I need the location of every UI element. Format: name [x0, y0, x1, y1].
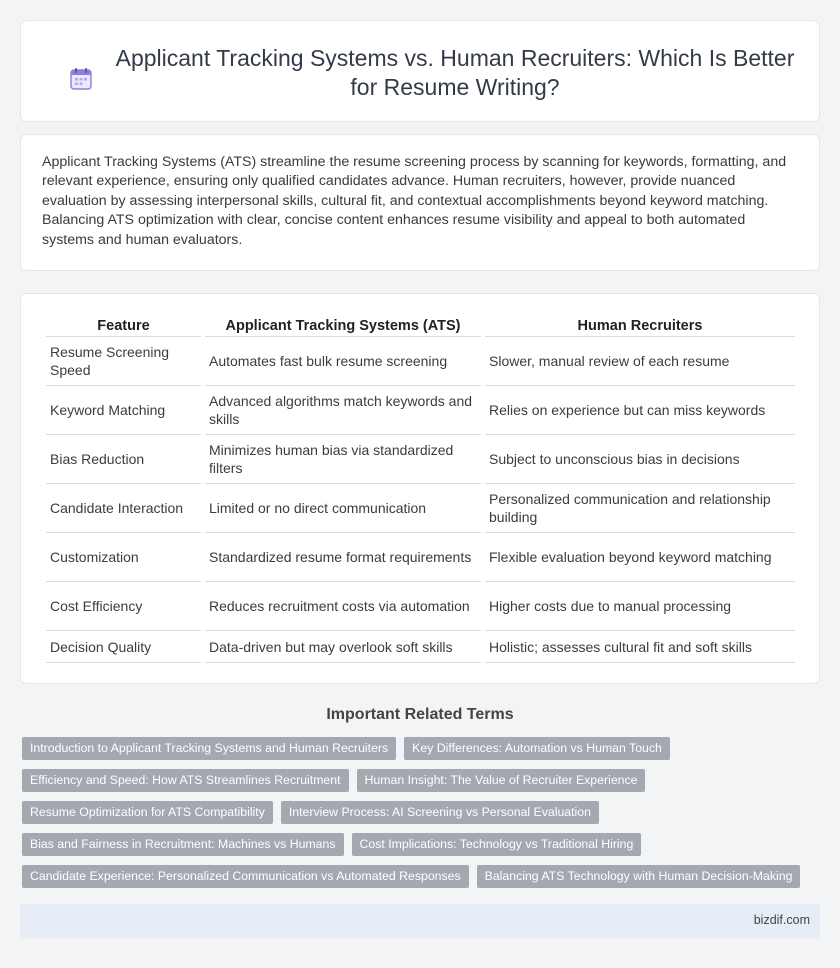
table-row	[46, 386, 795, 435]
comparison-table-card	[20, 293, 820, 684]
related-term-tag[interactable]: Interview Process: AI Screening vs Personal Evaluation	[281, 801, 599, 824]
feature-cell: Customization	[46, 533, 201, 582]
ats-cell: Advanced algorithms match keywords and skills	[205, 386, 481, 435]
column-header-feature: Feature	[46, 315, 201, 337]
table-row	[46, 631, 795, 663]
related-term-tag[interactable]: Balancing ATS Technology with Human Decision-Making	[477, 865, 801, 888]
footer	[20, 904, 820, 938]
human-cell: Higher costs due to manual processing	[485, 582, 795, 631]
column-header-human: Human Recruiters	[485, 315, 795, 337]
human-cell: Personalized communication and relationship building	[485, 484, 795, 533]
ats-cell: Minimizes human bias via standardized filters	[205, 435, 481, 484]
feature-cell: Keyword Matching	[46, 386, 201, 435]
related-terms-heading: Important Related Terms	[326, 706, 514, 723]
table-row	[46, 533, 795, 582]
ats-cell: Reduces recruitment costs via automation	[205, 582, 481, 631]
related-term-tag[interactable]: Resume Optimization for ATS Compatibility	[22, 801, 273, 824]
intro-paragraph: Applicant Tracking Systems (ATS) streamline the resume screening process by scanning for keywords, formatting, and relevant experience, ensuring only qualified candidates advance. Human recruiters, however, provide nuanced evaluation by assessing interpersonal skills, cultural fit, and contextual accomplishments beyond keyword matching. Balancing ATS optimization with clear, concise content enhances resume visibility and appeal to both automated systems and human evaluators.	[42, 154, 787, 248]
related-term-tag[interactable]: Human Insight: The Value of Recruiter Experience	[357, 769, 646, 792]
footer-site-link[interactable]: bizdif.com	[753, 913, 810, 927]
human-cell: Holistic; assesses cultural fit and soft skills	[485, 631, 795, 663]
table-row	[46, 435, 795, 484]
calendar-icon	[69, 67, 93, 91]
table-header-row	[46, 315, 795, 337]
ats-cell: Data-driven but may overlook soft skills	[205, 631, 481, 663]
page-title: Applicant Tracking Systems vs. Human Recruiters: Which Is Better for Resume Writing?	[115, 45, 795, 100]
intro-card	[20, 134, 820, 271]
table-row	[46, 582, 795, 631]
table-row	[46, 337, 795, 386]
title-card	[20, 20, 820, 122]
related-term-tag[interactable]: Cost Implications: Technology vs Traditional Hiring	[352, 833, 642, 856]
human-cell: Subject to unconscious bias in decisions	[485, 435, 795, 484]
comparison-table	[42, 315, 799, 663]
human-cell: Relies on experience but can miss keywords	[485, 386, 795, 435]
table-row	[46, 484, 795, 533]
ats-cell: Limited or no direct communication	[205, 484, 481, 533]
feature-cell: Resume Screening Speed	[46, 337, 201, 386]
related-terms-list	[22, 737, 812, 888]
human-cell: Flexible evaluation beyond keyword matching	[485, 533, 795, 582]
feature-cell: Bias Reduction	[46, 435, 201, 484]
related-term-tag[interactable]: Introduction to Applicant Tracking Systems and Human Recruiters	[22, 737, 396, 760]
related-term-tag[interactable]: Bias and Fairness in Recruitment: Machines vs Humans	[22, 833, 344, 856]
related-term-tag[interactable]: Efficiency and Speed: How ATS Streamlines Recruitment	[22, 769, 349, 792]
column-header-ats: Applicant Tracking Systems (ATS)	[205, 315, 481, 337]
ats-cell: Automates fast bulk resume screening	[205, 337, 481, 386]
feature-cell: Cost Efficiency	[46, 582, 201, 631]
human-cell: Slower, manual review of each resume	[485, 337, 795, 386]
related-term-tag[interactable]: Candidate Experience: Personalized Communication vs Automated Responses	[22, 865, 469, 888]
feature-cell: Decision Quality	[46, 631, 201, 663]
related-term-tag[interactable]: Key Differences: Automation vs Human Touch	[404, 737, 670, 760]
ats-cell: Standardized resume format requirements	[205, 533, 481, 582]
feature-cell: Candidate Interaction	[46, 484, 201, 533]
